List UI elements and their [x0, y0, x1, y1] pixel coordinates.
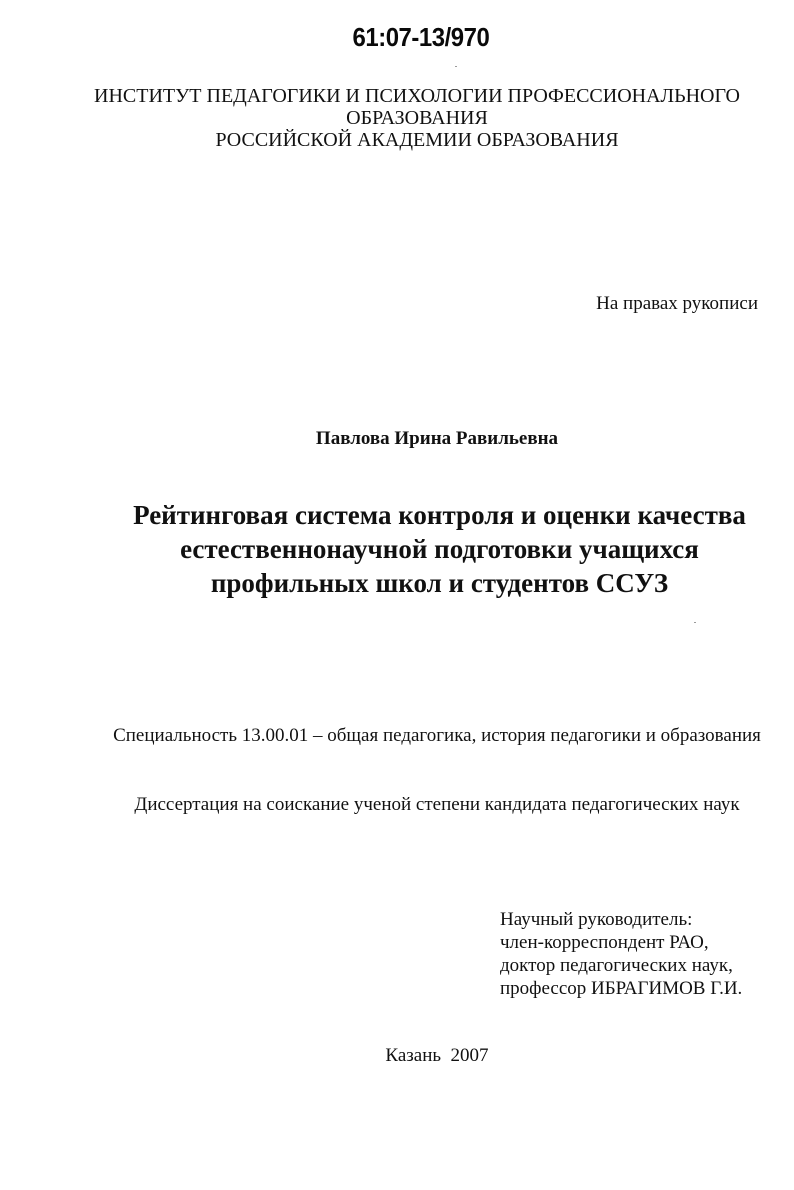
scan-speck — [694, 622, 696, 623]
institute-line: ОБРАЗОВАНИЯ — [346, 107, 488, 129]
scan-speck — [455, 66, 457, 67]
title-line: естественнонаучной подготовки учащихся — [180, 534, 699, 564]
advisor-line: доктор педагогических наук, — [500, 955, 733, 976]
rights-note: На правах рукописи — [596, 293, 758, 314]
advisor-line: Научный руководитель: — [500, 909, 693, 930]
dissertation-title — [0, 498, 794, 600]
degree-statement: Диссертация на соискание ученой степени кандидата педагогических наук — [134, 794, 740, 815]
institute-line: РОССИЙСКОЙ АКАДЕМИИ ОБРАЗОВАНИЯ — [215, 129, 619, 151]
author-name: Павлова Ирина Равильевна — [315, 428, 559, 449]
title-line: профильных школ и студентов ССУЗ — [210, 568, 669, 598]
institute-header — [0, 85, 794, 151]
city-year: Казань 2007 — [385, 1045, 489, 1066]
title-line: Рейтинговая система контроля и оценки качества — [133, 500, 746, 530]
specialty-line: Специальность 13.00.01 – общая педагогика, история педагогики и образования — [113, 725, 761, 746]
institute-line: ИНСТИТУТ ПЕДАГОГИКИ И ПСИХОЛОГИИ ПРОФЕССИОНАЛЬНОГО — [94, 85, 740, 107]
library-stamp-number: 61:07-13/970 — [352, 22, 490, 52]
scientific-advisor — [500, 908, 742, 1000]
advisor-line: член-корреспондент РАО, — [500, 932, 709, 953]
advisor-line: профессор ИБРАГИМОВ Г.И. — [500, 978, 743, 999]
